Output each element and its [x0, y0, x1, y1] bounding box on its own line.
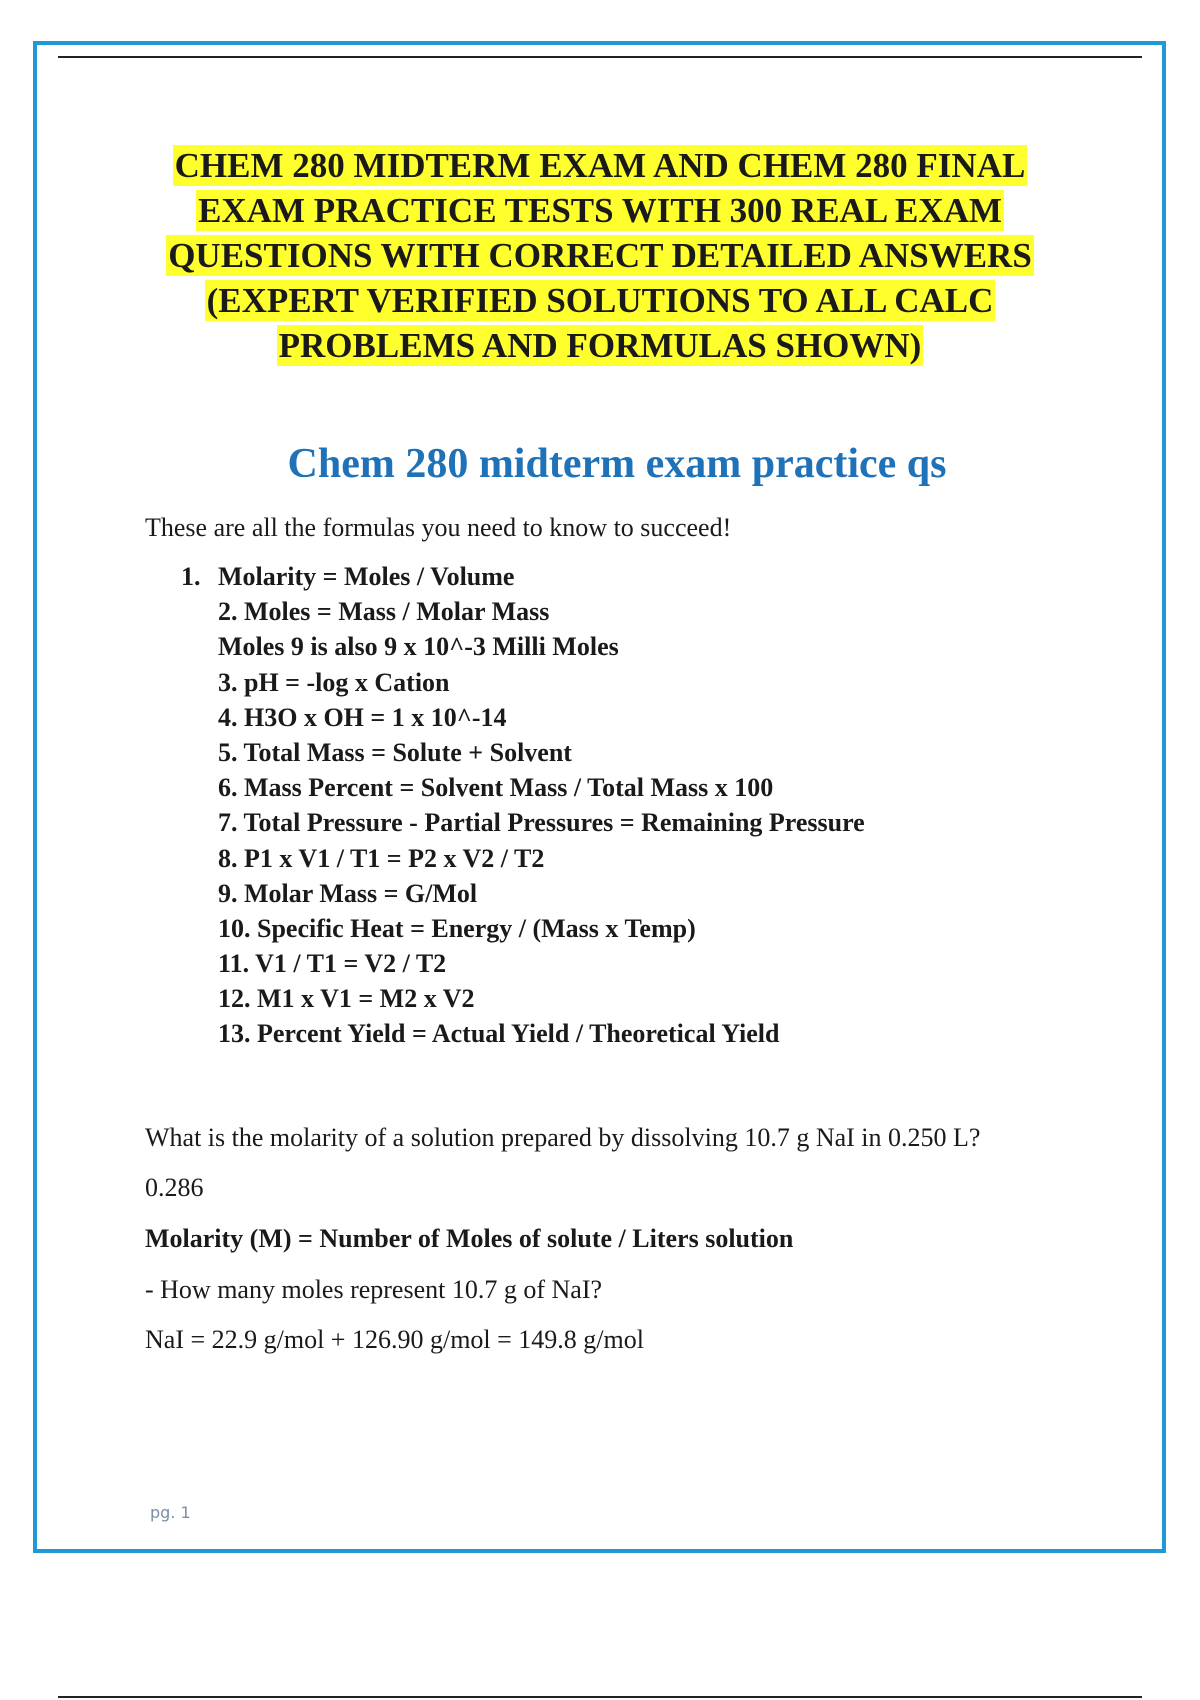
question-text: What is the molarity of a solution prepared by dissolving 10.7 g NaI in 0.250 L?: [145, 1123, 981, 1152]
title-line-5: PROBLEMS AND FORMULAS SHOWN): [278, 326, 922, 365]
formula-item: Moles 9 is also 9 x 10^-3 Milli Moles: [218, 632, 619, 662]
document-title: [140, 143, 1060, 368]
sub-question: - How many moles represent 10.7 g of NaI?: [145, 1275, 603, 1304]
page-number: pg. 1: [150, 1503, 191, 1522]
formula-item: 8. P1 x V1 / T1 = P2 x V2 / T2: [218, 843, 545, 873]
formula-item: [181, 559, 865, 594]
formula-number: 1.: [181, 562, 201, 591]
formula-item: 11. V1 / T1 = V2 / T2: [218, 949, 447, 979]
molar-mass-calculation: NaI = 22.9 g/mol + 126.90 g/mol = 149.8 g/mol: [145, 1325, 644, 1354]
formula-item: 2. Moles = Mass / Molar Mass: [218, 597, 550, 627]
formula-item: 3. pH = -log x Cation: [218, 667, 450, 697]
intro-text: These are all the formulas you need to know to succeed!: [145, 513, 732, 542]
bottom-divider: [58, 1696, 1142, 1698]
formula-text: Molarity = Moles / Volume: [218, 562, 515, 591]
formula-item: 4. H3O x OH = 1 x 10^-14: [218, 702, 507, 732]
formula-item: 7. Total Pressure - Partial Pressures = Remaining Pressure: [218, 808, 865, 838]
molarity-definition: Molarity (M) = Number of Moles of solute / Liters solution: [145, 1224, 794, 1253]
section-heading: Chem 280 midterm exam practice qs: [287, 441, 947, 487]
answer-text: 0.286: [145, 1173, 204, 1202]
title-line-2: EXAM PRACTICE TESTS WITH 300 REAL EXAM: [198, 191, 1002, 230]
formula-item: 5. Total Mass = Solute + Solvent: [218, 737, 572, 767]
title-line-1: CHEM 280 MIDTERM EXAM AND CHEM 280 FINAL: [174, 146, 1026, 185]
formula-item: 13. Percent Yield = Actual Yield / Theoretical Yield: [218, 1019, 780, 1049]
formula-item: 12. M1 x V1 = M2 x V2: [218, 984, 475, 1014]
formula-item: 9. Molar Mass = G/Mol: [218, 878, 478, 908]
title-line-4: (EXPERT VERIFIED SOLUTIONS TO ALL CALC: [206, 281, 994, 320]
formula-list: [181, 559, 865, 1052]
formula-item: 6. Mass Percent = Solvent Mass / Total Mass x 100: [218, 773, 774, 803]
formula-item: 10. Specific Heat = Energy / (Mass x Temp): [218, 913, 696, 943]
title-line-3: QUESTIONS WITH CORRECT DETAILED ANSWERS: [168, 236, 1032, 275]
